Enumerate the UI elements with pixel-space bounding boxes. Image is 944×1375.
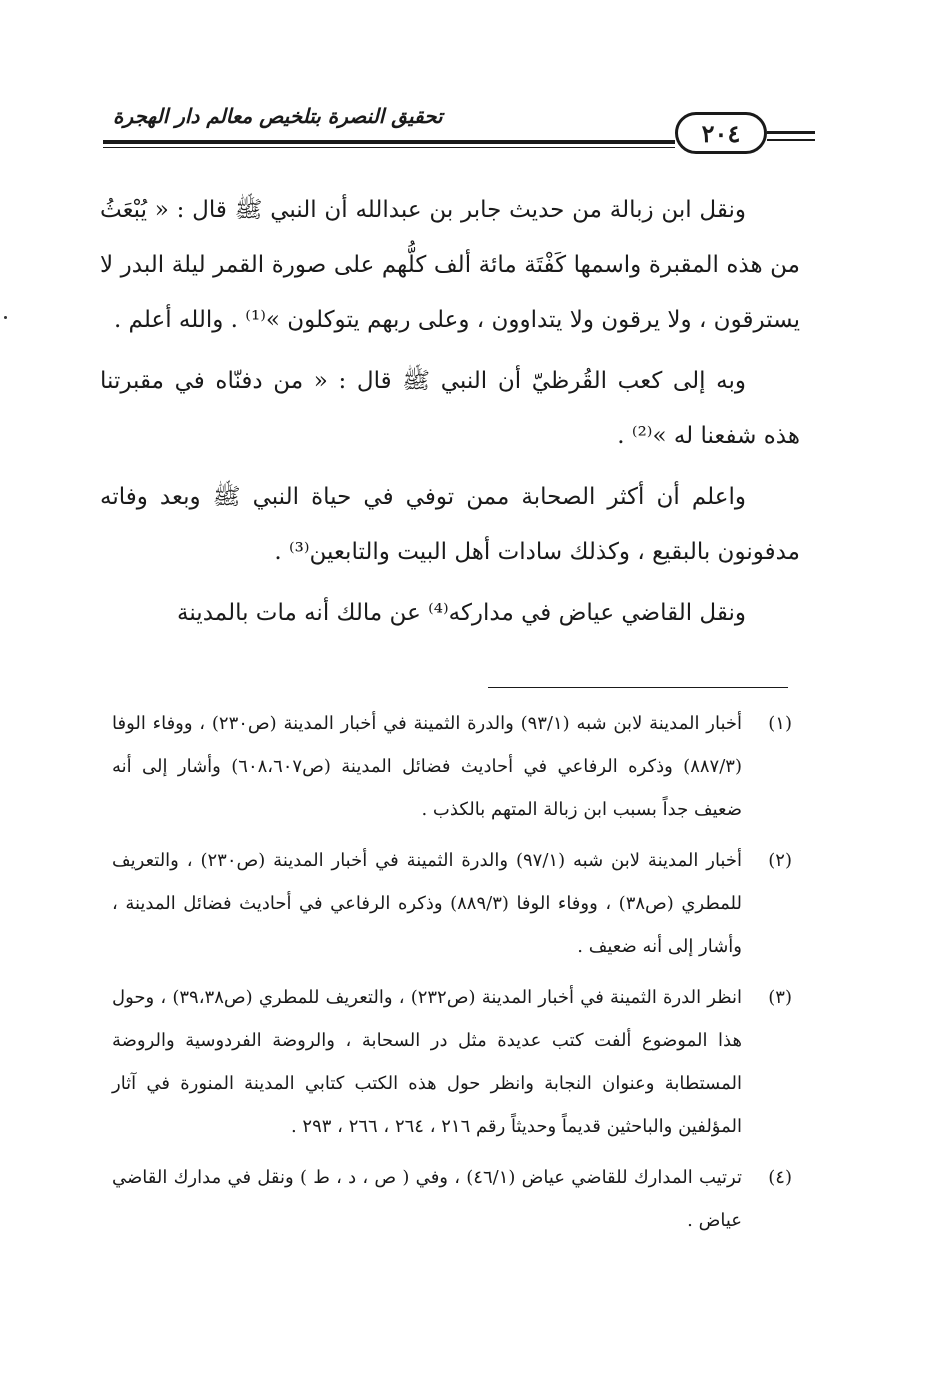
footnote-number: (٣) xyxy=(768,987,792,1008)
header-rule xyxy=(103,140,675,144)
paragraph xyxy=(100,586,800,641)
main-text xyxy=(100,183,800,641)
page-header xyxy=(103,98,815,158)
footnote-separator xyxy=(488,687,788,688)
paragraph xyxy=(100,470,800,580)
footnotes xyxy=(112,702,792,1250)
running-title: تحقيق النصرة بتلخيص معالم دار الهجرة xyxy=(113,104,443,128)
footnote-text: أخبار المدينة لابن شبه (٩٣/١) والدرة الثمينة في أخبار المدينة (ص٢٣٠) ، ووفاء الوفا (٨٨٧/٣) وذكره الرفاعي في أحاديث فضائل المدينة (ص٦٠٨،٦٠٧) وأشار إلى أنه ضعيف جداً بسبب ابن زبالة المتهم بالكذب . xyxy=(112,713,743,820)
header-ornament-line-2 xyxy=(767,139,815,141)
footnote xyxy=(112,1156,792,1242)
footnote-text: انظر الدرة الثمينة في أخبار المدينة (ص٢٣٢) ، والتعريف للمطري (ص٣٩،٣٨) ، وحول هذا الموضوع ألفت كتب عديدة مثل در السحابة ، والروضة الفردوسية والروضة المستطابة وعنوان النجابة وانظر حول هذه الكتب كتابي المدينة المنورة في آثار المؤلفين والباحثين قديماً وحديثاً رقم ٢١٦ ، ٢٦٤ ، ٢٦٦ ، ٢٩٣ . xyxy=(112,987,742,1137)
footnote xyxy=(112,976,792,1148)
header-rule-thin xyxy=(103,147,675,148)
footnote-text: ترتيب المدارك للقاضي عياض (٤٦/١) ، وفي ( ص ، د ، ط ) ونقل في مدارك القاضي عياض . xyxy=(112,1167,742,1231)
paragraph-text: ونقل ابن زبالة من حديث جابر بن عبدالله أن النبي ﷺ قال : « يُبْعَثُ من هذه المقبرة واسمها كَفْتَة مائة ألف كلُّهم على صورة القمر ليلة البدر لا يسترقون ، ولا يرقون ولا يتداوون ، وعلى ربهم يتوكلون »⁽¹⁾ . والله أعلم . xyxy=(100,197,800,333)
footnote xyxy=(112,702,792,831)
paragraph xyxy=(100,183,800,348)
page-number: ٢٠٤ xyxy=(675,112,767,154)
header-ornament-line xyxy=(767,131,815,134)
paragraph xyxy=(100,354,800,464)
footnote-number: (١) xyxy=(768,713,792,734)
footnote xyxy=(112,839,792,968)
paragraph-text: واعلم أن أكثر الصحابة ممن توفي في حياة النبي ﷺ وبعد وفاته مدفونون بالبقيع ، وكذلك سادات أهل البيت والتابعين⁽³⁾ . xyxy=(100,484,800,565)
footnote-text: أخبار المدينة لابن شبه (٩٧/١) والدرة الثمينة في أخبار المدينة (ص٢٣٠) ، والتعريف للمطري (ص٣٨) ، ووفاء الوفا (٨٨٩/٣) وذكره الرفاعي في أحاديث فضائل المدينة ، وأشار إلى أنه ضعيف . xyxy=(112,850,742,957)
margin-dot xyxy=(4,316,7,319)
paragraph-text: ونقل القاضي عياض في مداركه⁽⁴⁾ عن مالك أنه مات بالمدينة xyxy=(177,600,746,626)
footnote-number: (٢) xyxy=(768,850,792,871)
paragraph-text: وبه إلى كعب القُرظيّ أن النبي ﷺ قال : « من دفنّاه في مقبرتنا هذه شفعنا له »⁽²⁾ . xyxy=(100,368,800,449)
footnote-number: (٤) xyxy=(768,1167,792,1188)
